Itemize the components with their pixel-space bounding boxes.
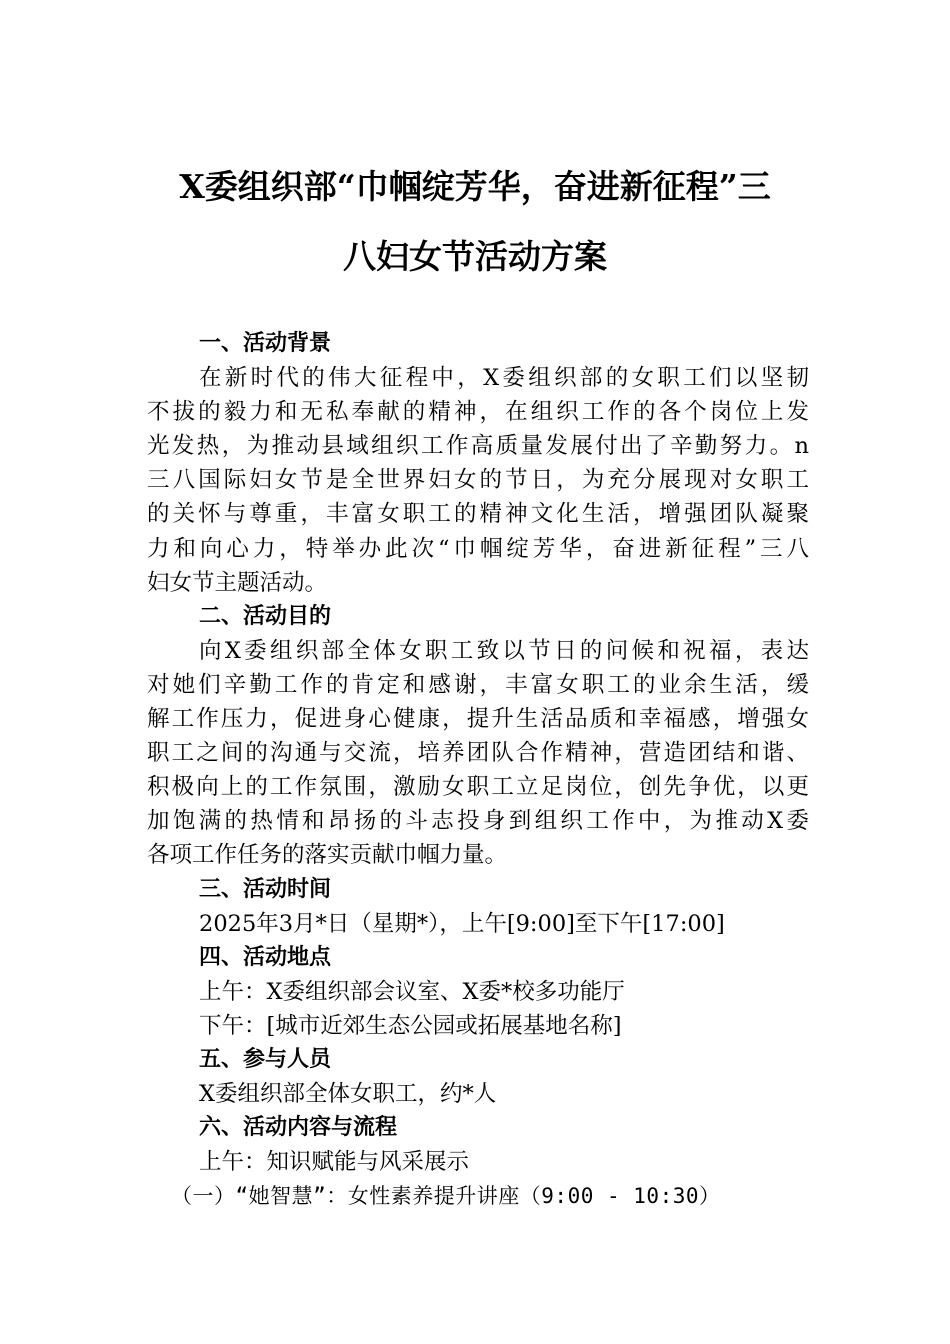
paragraph-line: 三八国际妇女节是全世界妇女的节日，为充分展现对女职工 bbox=[147, 467, 809, 494]
paragraph-line: 解工作压力，促进身心健康，提升生活品质和幸福感，增强女 bbox=[147, 706, 809, 733]
location-afternoon: 下午：[城市近郊生态公园或拓展基地名称] bbox=[199, 1012, 622, 1039]
section-heading-purpose: 二、活动目的 bbox=[199, 603, 332, 629]
section-heading-participants: 五、参与人员 bbox=[199, 1046, 332, 1072]
document-title-line-2: 八妇女节活动方案 bbox=[343, 237, 607, 276]
paragraph-line: 向X委组织部全体女职工致以节日的问候和祝福，表达 bbox=[199, 637, 809, 664]
paragraph-line: 对她们辛勤工作的肯定和感谢，丰富女职工的业余生活，缓 bbox=[147, 671, 809, 698]
participants-text: X委组织部全体女职工，约*人 bbox=[199, 1081, 497, 1108]
activity-time: 2025年3月*日（星期*），上午[9:00]至下午[17:00] bbox=[199, 910, 725, 937]
document-title-line-1: X委组织部“巾帼绽芳华，奋进新征程”三 bbox=[179, 167, 771, 206]
program-item-1: （一）“她智慧”：女性素养提升讲座（9:00 - 10:30） bbox=[171, 1184, 721, 1209]
paragraph-line: 加饱满的热情和昂扬的斗志投身到组织工作中，为推动X委 bbox=[147, 808, 809, 835]
paragraph-line: 积极向上的工作氛围，激励女职工立足岗位，创先争优，以更 bbox=[147, 774, 809, 801]
paragraph-line: 光发热，为推动县域组织工作高质量发展付出了辛勤努力。n bbox=[147, 433, 809, 460]
location-morning: 上午：X委组织部会议室、X委*校多功能厅 bbox=[199, 978, 625, 1005]
paragraph-line: 力和向心力，特举办此次“巾帼绽芳华，奋进新征程”三八 bbox=[147, 535, 809, 562]
section-heading-program: 六、活动内容与流程 bbox=[199, 1115, 398, 1141]
paragraph-line: 不拔的毅力和无私奉献的精神，在组织工作的各个岗位上发 bbox=[147, 399, 809, 426]
document-body bbox=[147, 327, 809, 1213]
paragraph-line: 职工之间的沟通与交流，培养团队合作精神，营造团结和谐、 bbox=[147, 740, 809, 767]
section-heading-background: 一、活动背景 bbox=[199, 331, 332, 356]
section-heading-time: 三、活动时间 bbox=[199, 876, 332, 902]
paragraph-line: 在新时代的伟大征程中，X委组织部的女职工们以坚韧 bbox=[199, 365, 809, 392]
paragraph-line: 妇女节主题活动。 bbox=[147, 569, 328, 596]
morning-theme: 上午：知识赋能与风采展示 bbox=[199, 1149, 470, 1176]
paragraph-line: 的关怀与尊重，丰富女职工的精神文化生活，增强团队凝聚 bbox=[147, 501, 809, 528]
paragraph-line: 各项工作任务的落实贡献巾帼力量。 bbox=[147, 842, 508, 869]
section-heading-location: 四、活动地点 bbox=[199, 944, 332, 970]
